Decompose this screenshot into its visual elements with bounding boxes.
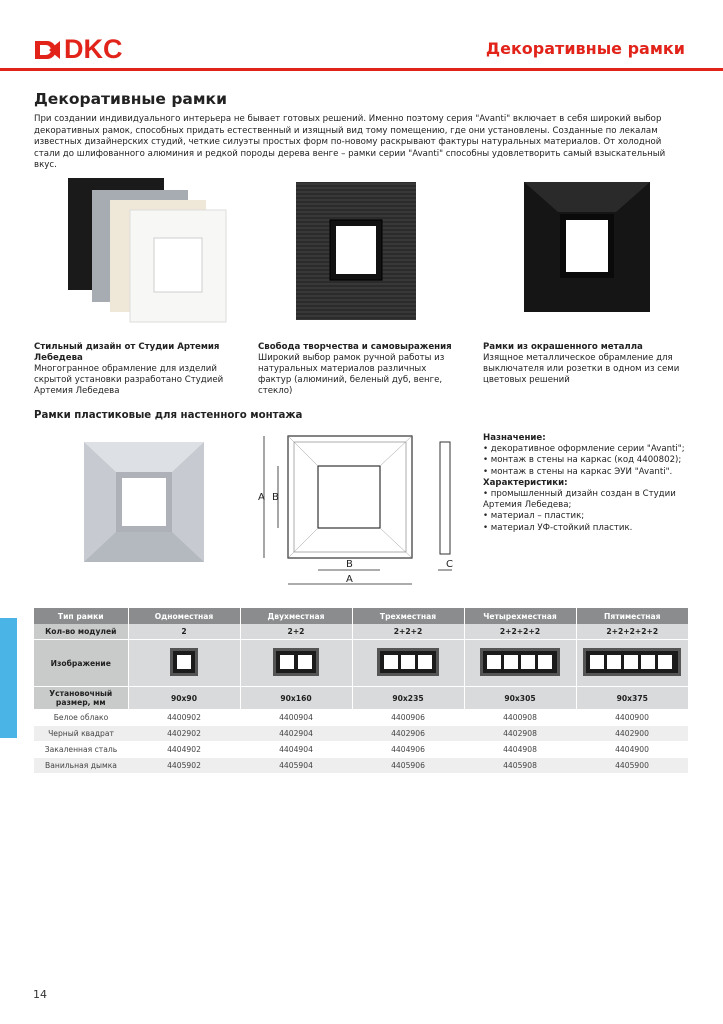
code-cell: 4402902 — [128, 726, 240, 742]
specifications — [483, 433, 693, 534]
dimension-drawing — [246, 432, 476, 592]
table-row — [34, 758, 688, 774]
modules-label: Кол-во модулей — [34, 624, 128, 640]
frame-5-image — [576, 640, 688, 687]
page-number: 14 — [33, 988, 47, 1001]
size-cell: 90х305 — [464, 687, 576, 710]
dimension-a-vertical: A — [258, 492, 265, 503]
row-name: Ванильная дымка — [34, 758, 128, 774]
header-cell: Четырехместная — [464, 608, 576, 624]
dimension-a-horizontal: A — [346, 574, 353, 585]
code-cell: 4405908 — [464, 758, 576, 774]
dimension-c: C — [446, 559, 453, 570]
code-cell: 4405904 — [240, 758, 352, 774]
size-label: Установочный размер, мм — [34, 687, 128, 710]
frame-1-image — [128, 640, 240, 687]
silver-frame-image — [82, 440, 207, 565]
row-name: Белое облако — [34, 710, 128, 726]
frame-2-image — [240, 640, 352, 687]
frame-4-image — [464, 640, 576, 687]
code-cell: 4400908 — [464, 710, 576, 726]
characteristic-item: • материал УФ-стойкий пластик. — [483, 522, 633, 533]
modules-cell: 2+2+2+2+2 — [576, 624, 688, 640]
table-row — [34, 710, 688, 726]
modules-cell: 2+2+2+2 — [464, 624, 576, 640]
row-name: Закаленная сталь — [34, 742, 128, 758]
header-divider — [0, 68, 723, 71]
code-cell: 4402904 — [240, 726, 352, 742]
image-row — [34, 640, 688, 687]
code-cell: 4405902 — [128, 758, 240, 774]
section-title: Рамки пластиковые для настенного монтажа — [34, 410, 303, 421]
page-title: Декоративные рамки — [34, 90, 227, 108]
purpose-item: • монтаж в стены на каркас (код 4400802); — [483, 455, 682, 466]
purpose-item: • монтаж в стены на каркас ЭУИ "Avanti". — [483, 466, 673, 477]
header-title: Декоративные рамки — [485, 39, 685, 58]
size-cell: 90х375 — [576, 687, 688, 710]
logo-text: DKC — [64, 34, 123, 64]
purpose-title: Назначение: — [483, 433, 546, 443]
table-row — [34, 726, 688, 742]
modules-cell: 2 — [128, 624, 240, 640]
dkc-logo — [33, 34, 123, 65]
characteristic-item: • материал – пластик; — [483, 511, 585, 522]
code-cell: 4404900 — [576, 742, 688, 758]
code-cell: 4404908 — [464, 742, 576, 758]
table-row — [34, 742, 688, 758]
feature-design: Стильный дизайн от Студии Артемия Лебедева Многогранное обрамление для изделий скрытой установки разработано Студией Артемия Лебедева — [34, 342, 224, 396]
stacked-frames-image — [60, 176, 230, 326]
frame-3-image — [352, 640, 464, 687]
header-cell: Тип рамки — [34, 608, 128, 624]
characteristic-item: • промышленный дизайн создан в Студии Артемия Лебедева; — [483, 489, 676, 511]
row-name: Черный квадрат — [34, 726, 128, 742]
code-cell: 4404906 — [352, 742, 464, 758]
size-row — [34, 687, 688, 710]
code-cell: 4400904 — [240, 710, 352, 726]
code-cell: 4405906 — [352, 758, 464, 774]
dimension-b-horizontal: B — [346, 559, 353, 570]
code-cell: 4402908 — [464, 726, 576, 742]
purpose-item: • декоративное оформление серии "Avanti"; — [483, 444, 685, 455]
header-cell: Одноместная — [128, 608, 240, 624]
frames-table — [34, 608, 688, 774]
characteristics-title: Характеристики: — [483, 477, 568, 488]
feature-freedom: Свобода творчества и самовыражения Широкий выбор рамок ручной работы из натуральных материалов различных фактур (алюминий, беленый дуб, венге, стекло) — [258, 342, 452, 396]
header-cell: Пятиместная — [576, 608, 688, 624]
feature-metal: Рамки из окрашенного металла Изящное металлическое обрамление для выключателя или розетки в одном из семи цветовых решений — [483, 342, 680, 385]
code-cell: 4404904 — [240, 742, 352, 758]
code-cell: 4402906 — [352, 726, 464, 742]
table-header-row — [34, 608, 688, 624]
dkc-logo-icon — [33, 39, 61, 61]
textured-black-frame-image — [292, 178, 422, 328]
code-cell: 4402900 — [576, 726, 688, 742]
header-cell: Трехместная — [352, 608, 464, 624]
modules-row — [34, 624, 688, 640]
code-cell: 4404902 — [128, 742, 240, 758]
modules-cell: 2+2 — [240, 624, 352, 640]
intro-paragraph: При создании индивидуального интерьера не бывает готовых решений. Именно поэтому серия "Avanti" включает в себя широкий выбор декоративных рамок, способных придать естественный и изящный вид тому помещению, где они установлены. Созданные по лекалам известных дизайнерских студий, четкие силуэты простых форм по-новому раскрывают фактуры натуральных материалов. От холодной стали до шлифованного алюминия и редкой породы дерева венге – рамки серии "Avanti" способны удовлетворить самый взыскательный вкус. — [34, 114, 666, 171]
code-cell: 4400906 — [352, 710, 464, 726]
section-tab-marker — [0, 618, 17, 738]
image-label: Изображение — [34, 640, 128, 687]
code-cell: 4405900 — [576, 758, 688, 774]
modules-cell: 2+2+2 — [352, 624, 464, 640]
size-cell: 90х235 — [352, 687, 464, 710]
code-cell: 4400902 — [128, 710, 240, 726]
size-cell: 90х160 — [240, 687, 352, 710]
dimension-b-vertical: B — [272, 492, 279, 503]
code-cell: 4400900 — [576, 710, 688, 726]
header-cell: Двухместная — [240, 608, 352, 624]
painted-metal-frame-image — [520, 178, 660, 328]
size-cell: 90х90 — [128, 687, 240, 710]
